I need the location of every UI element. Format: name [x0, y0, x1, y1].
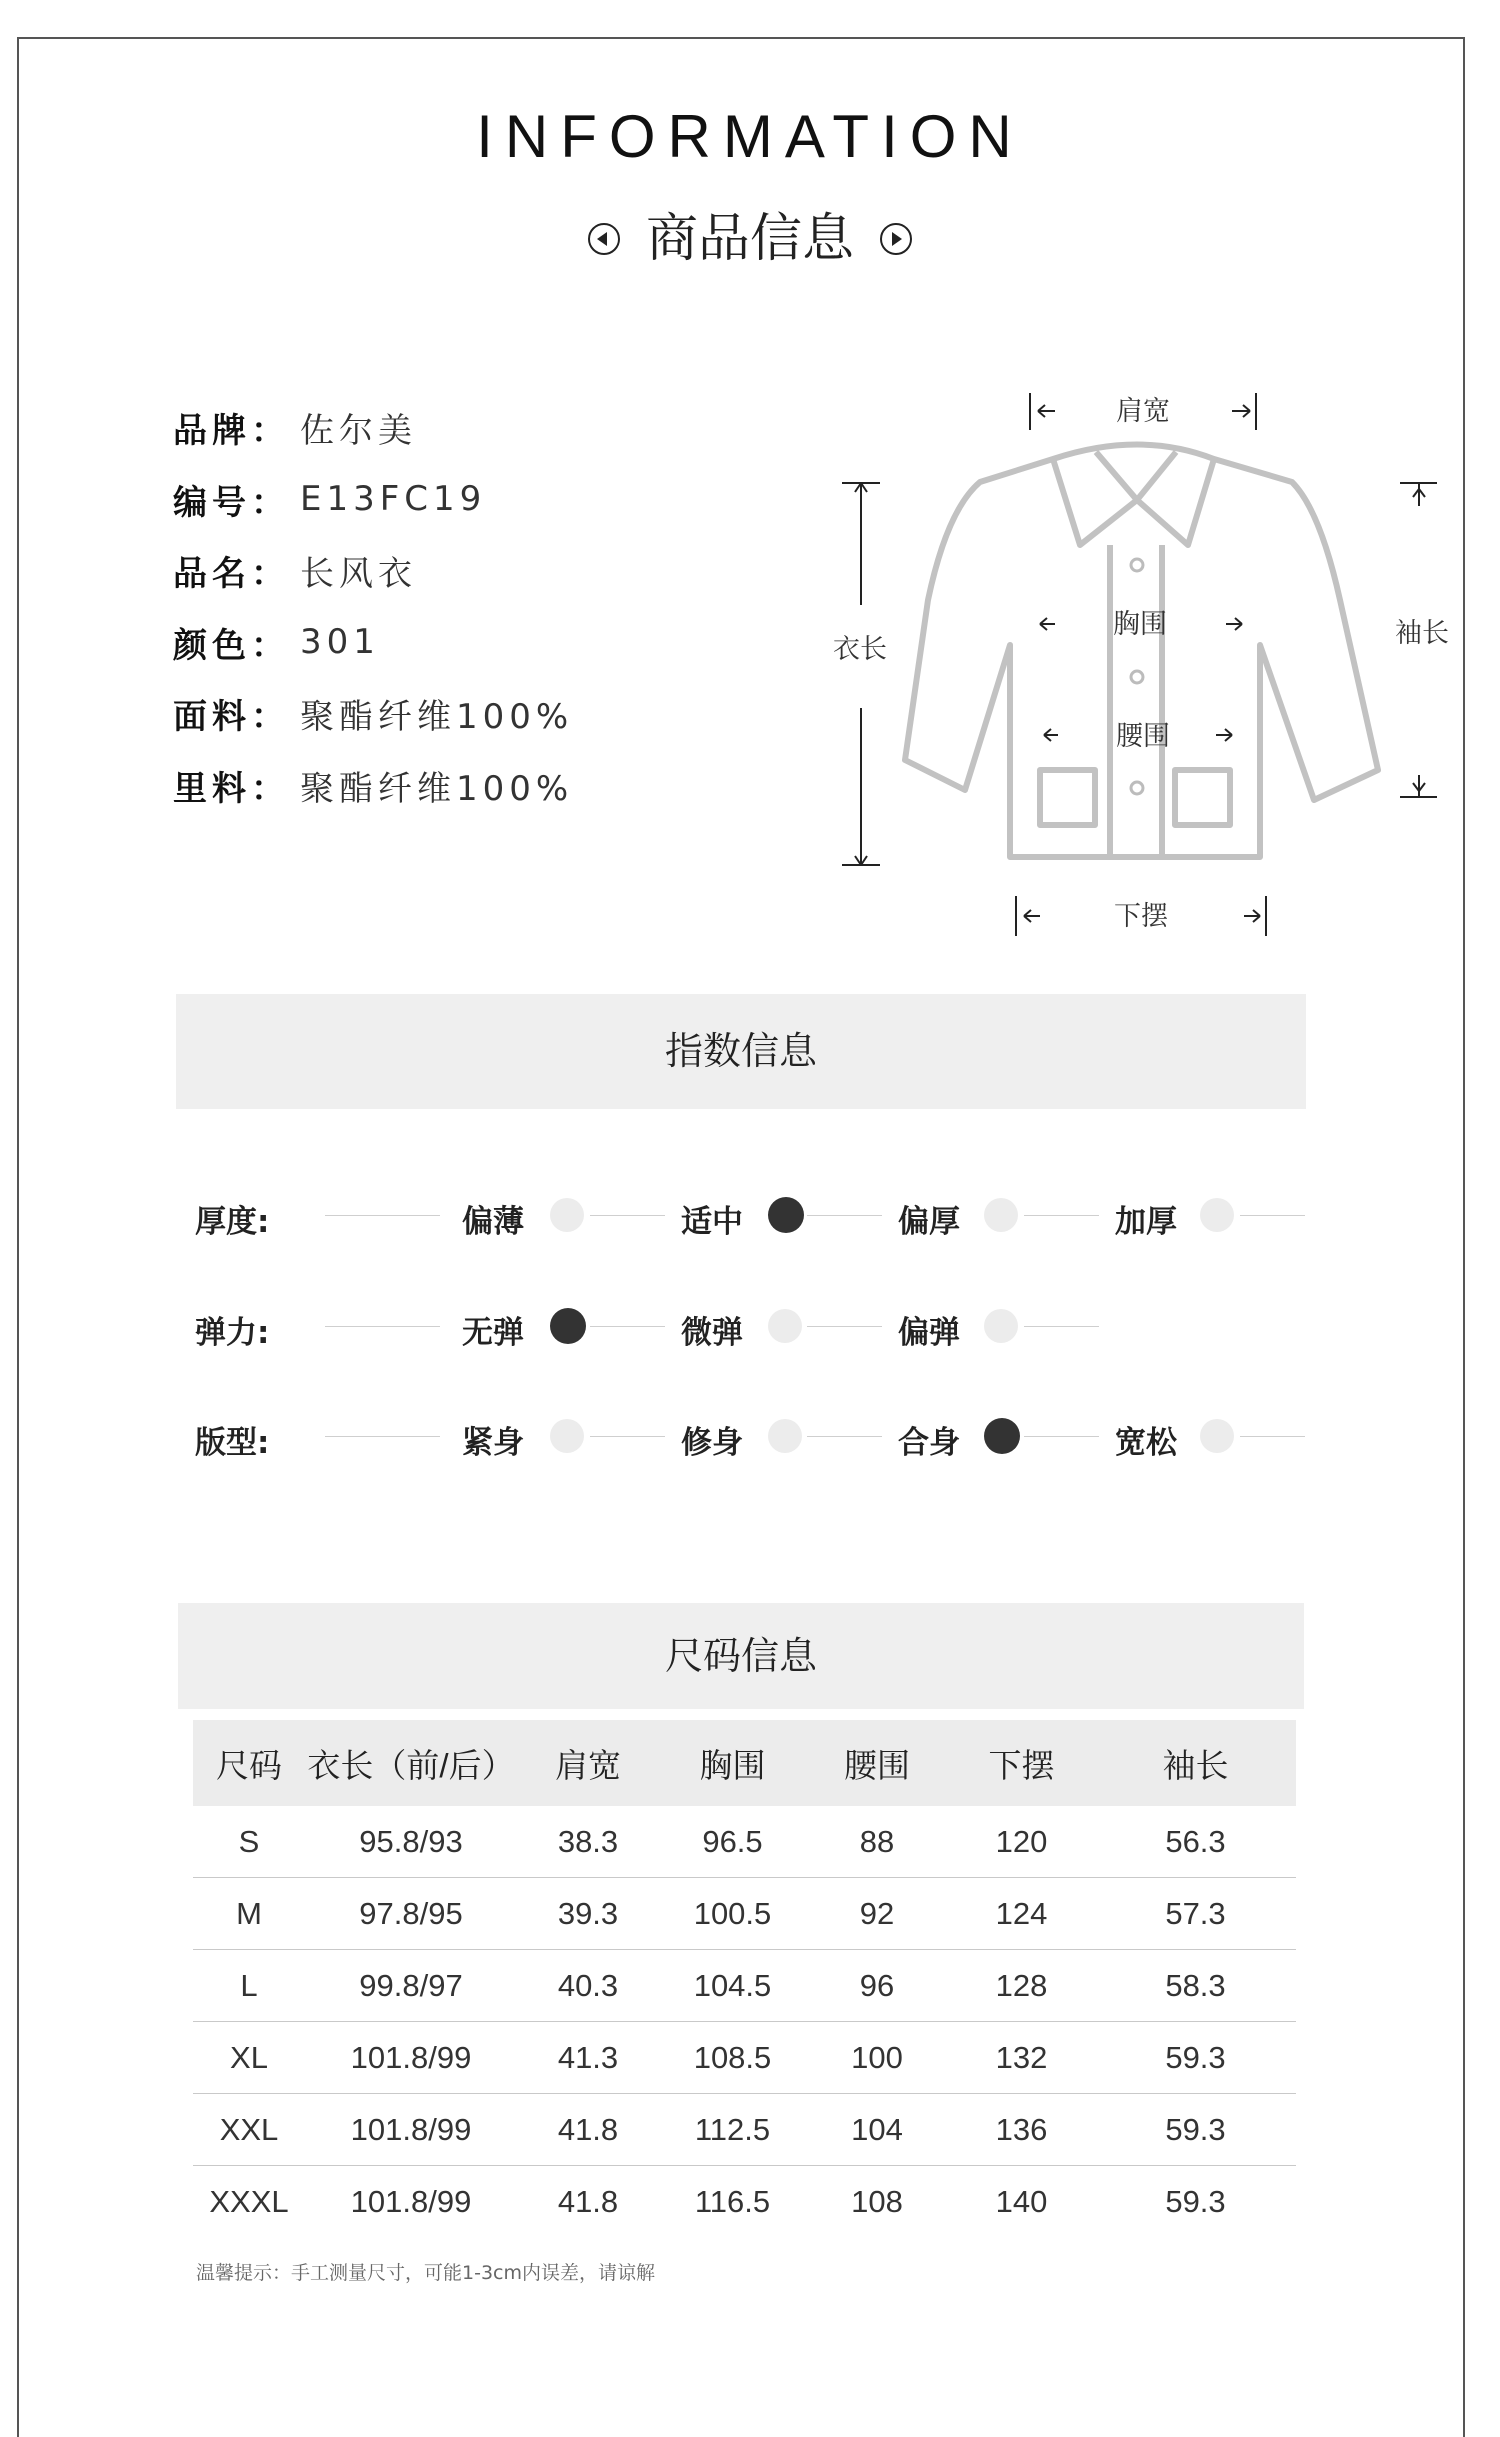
label-sleeve: 袖长 [1395, 618, 1449, 649]
column-header: 肩宽 [517, 1720, 659, 1806]
measurement-note: 温馨提示：手工测量尺寸，可能1-3cm内误差，请谅解 [196, 2262, 655, 2284]
column-header: 尺码 [193, 1720, 305, 1806]
table-cell: 39.3 [517, 1878, 659, 1950]
divider-line [1024, 1326, 1099, 1327]
info-row-lining [173, 750, 573, 822]
table-cell: XXXL [209, 2183, 289, 2219]
table-cell: 59.3 [1165, 2183, 1226, 2219]
info-row-brand [173, 392, 573, 464]
table-row [193, 2166, 1296, 2238]
table-cell: 136 [948, 2094, 1095, 2166]
subtitle-text: 商品信息 [645, 209, 854, 269]
option-label: 偏弹 [898, 1315, 960, 1351]
info-value: 聚酯纤维100% [300, 768, 574, 809]
info-key: 品名： [173, 554, 290, 595]
table-cell: S [193, 1806, 305, 1878]
table-cell: 41.3 [517, 2022, 659, 2094]
index-section-header: 指数信息 [176, 994, 1306, 1109]
divider-line [807, 1215, 882, 1216]
divider-line [325, 1436, 440, 1437]
table-cell: 101.8/99 [305, 2022, 517, 2094]
button-icon [1131, 559, 1143, 571]
index-row-thickness [195, 1190, 1310, 1240]
table-cell: 99.8/97 [305, 1950, 517, 2022]
option-label: 修身 [681, 1425, 743, 1461]
option-label: 合身 [898, 1425, 960, 1461]
right-pocket-icon [1175, 770, 1230, 825]
table-cell: XXL [193, 2094, 305, 2166]
option-dot [984, 1309, 1018, 1343]
table-cell: 58.3 [1095, 1950, 1296, 2022]
option-dot [550, 1419, 584, 1453]
table-cell: 100.5 [659, 1878, 806, 1950]
table-cell: XL [193, 2022, 305, 2094]
divider-line [807, 1436, 882, 1437]
column-header: 衣长（前/后） [305, 1720, 517, 1806]
table-cell: 57.3 [1095, 1878, 1296, 1950]
table-cell: L [193, 1950, 305, 2022]
table-row [193, 1950, 1296, 2022]
product-info [173, 392, 573, 821]
table-row [193, 2094, 1296, 2166]
table-row [193, 1806, 1296, 1878]
option-dot [768, 1419, 802, 1453]
table-cell: 59.3 [1095, 2094, 1296, 2166]
table-cell: 128 [948, 1950, 1095, 2022]
option-label: 适中 [681, 1204, 743, 1240]
table-cell: 124 [948, 1878, 1095, 1950]
coat-measurement-diagram [800, 370, 1460, 950]
option-dot [1200, 1419, 1234, 1453]
info-key: 面料： [173, 697, 290, 738]
table-cell: 40.3 [517, 1950, 659, 2022]
label-chest: 胸围 [1113, 609, 1167, 640]
divider-line [1240, 1215, 1305, 1216]
table-cell: 140 [995, 2183, 1048, 2219]
table-cell: 132 [948, 2022, 1095, 2094]
table-cell: 88 [806, 1806, 948, 1878]
option-label: 无弹 [462, 1315, 524, 1351]
info-row-color [173, 607, 573, 679]
option-dot [768, 1309, 802, 1343]
button-icon [1131, 782, 1143, 794]
table-cell: 108 [851, 2183, 903, 2219]
table-cell: 112.5 [659, 2094, 806, 2166]
option-dot [1200, 1198, 1234, 1232]
table-row [193, 2022, 1296, 2094]
size-table [193, 1720, 1296, 2237]
info-key: 品牌： [173, 411, 290, 452]
info-row-name [173, 535, 573, 607]
button-icon [1131, 671, 1143, 683]
table-cell: 116.5 [694, 2183, 771, 2219]
info-key: 里料： [173, 768, 290, 809]
table-cell: M [193, 1878, 305, 1950]
table-cell: 108.5 [659, 2022, 806, 2094]
option-label: 宽松 [1115, 1425, 1177, 1461]
divider-line [807, 1326, 882, 1327]
info-value: E13FC19 [300, 479, 487, 520]
label-shoulder: 肩宽 [1116, 396, 1170, 427]
page-title: INFORMATION [476, 103, 1024, 170]
option-dot-selected [550, 1308, 586, 1344]
table-row [193, 1878, 1296, 1950]
column-header: 袖长 [1095, 1720, 1296, 1806]
column-header: 腰围 [806, 1720, 948, 1806]
index-row-elasticity [195, 1301, 1310, 1351]
table-cell: 120 [948, 1806, 1095, 1878]
info-value: 长风衣 [300, 554, 417, 595]
info-key: 编号： [173, 482, 290, 523]
index-label: 弹力: [195, 1315, 270, 1351]
collar-icon [1053, 452, 1214, 545]
divider-line [590, 1215, 665, 1216]
arrow-left-icon [588, 223, 620, 255]
info-value: 301 [300, 622, 380, 663]
placket-icon [1110, 545, 1162, 857]
table-cell: 104 [806, 2094, 948, 2166]
column-header: 下摆 [948, 1720, 1095, 1806]
divider-line [1240, 1436, 1305, 1437]
divider-line [325, 1215, 440, 1216]
divider-line [590, 1436, 665, 1437]
divider-line [1024, 1436, 1099, 1437]
option-label: 加厚 [1115, 1204, 1177, 1240]
table-cell: 97.8/95 [305, 1878, 517, 1950]
table-cell: 96.5 [659, 1806, 806, 1878]
divider-line [1024, 1215, 1099, 1216]
table-cell: 38.3 [517, 1806, 659, 1878]
option-dot [984, 1198, 1018, 1232]
index-row-fit [195, 1411, 1310, 1461]
option-dot-selected [984, 1418, 1020, 1454]
option-label: 微弹 [681, 1315, 743, 1351]
table-cell: 101.8/99 [305, 2094, 517, 2166]
info-value: 佐尔美 [300, 411, 417, 452]
length-arrow-icon [842, 483, 880, 865]
label-length: 衣长 [833, 634, 887, 665]
table-cell: 100 [806, 2022, 948, 2094]
label-waist: 腰围 [1116, 721, 1170, 752]
option-label: 偏薄 [462, 1204, 524, 1240]
table-cell: 41.8 [517, 2094, 659, 2166]
left-pocket-icon [1040, 770, 1095, 825]
table-cell: 59.3 [1095, 2022, 1296, 2094]
arrow-right-icon [880, 223, 912, 255]
option-dot-selected [768, 1197, 804, 1233]
divider-line [325, 1326, 440, 1327]
index-label: 版型: [195, 1425, 270, 1461]
size-section-header: 尺码信息 [178, 1603, 1304, 1709]
column-header: 胸围 [659, 1720, 806, 1806]
index-label: 厚度: [195, 1204, 270, 1240]
table-cell: 96 [806, 1950, 948, 2022]
info-key: 颜色： [173, 625, 290, 666]
page-subtitle [0, 196, 1500, 271]
table-cell: 101.8/99 [350, 2183, 472, 2219]
info-value: 聚酯纤维100% [300, 697, 574, 738]
divider-line [590, 1326, 665, 1327]
table-cell: 95.8/93 [305, 1806, 517, 1878]
option-label: 偏厚 [898, 1204, 960, 1240]
option-label: 紧身 [462, 1425, 524, 1461]
label-hem: 下摆 [1114, 901, 1168, 932]
table-cell: 41.8 [557, 2183, 619, 2219]
table-cell: 92 [806, 1878, 948, 1950]
info-row-fabric [173, 678, 573, 750]
option-dot [550, 1198, 584, 1232]
info-row-code [173, 464, 573, 536]
table-cell: 104.5 [659, 1950, 806, 2022]
table-cell: 56.3 [1095, 1806, 1296, 1878]
size-table-header [193, 1720, 1296, 1806]
